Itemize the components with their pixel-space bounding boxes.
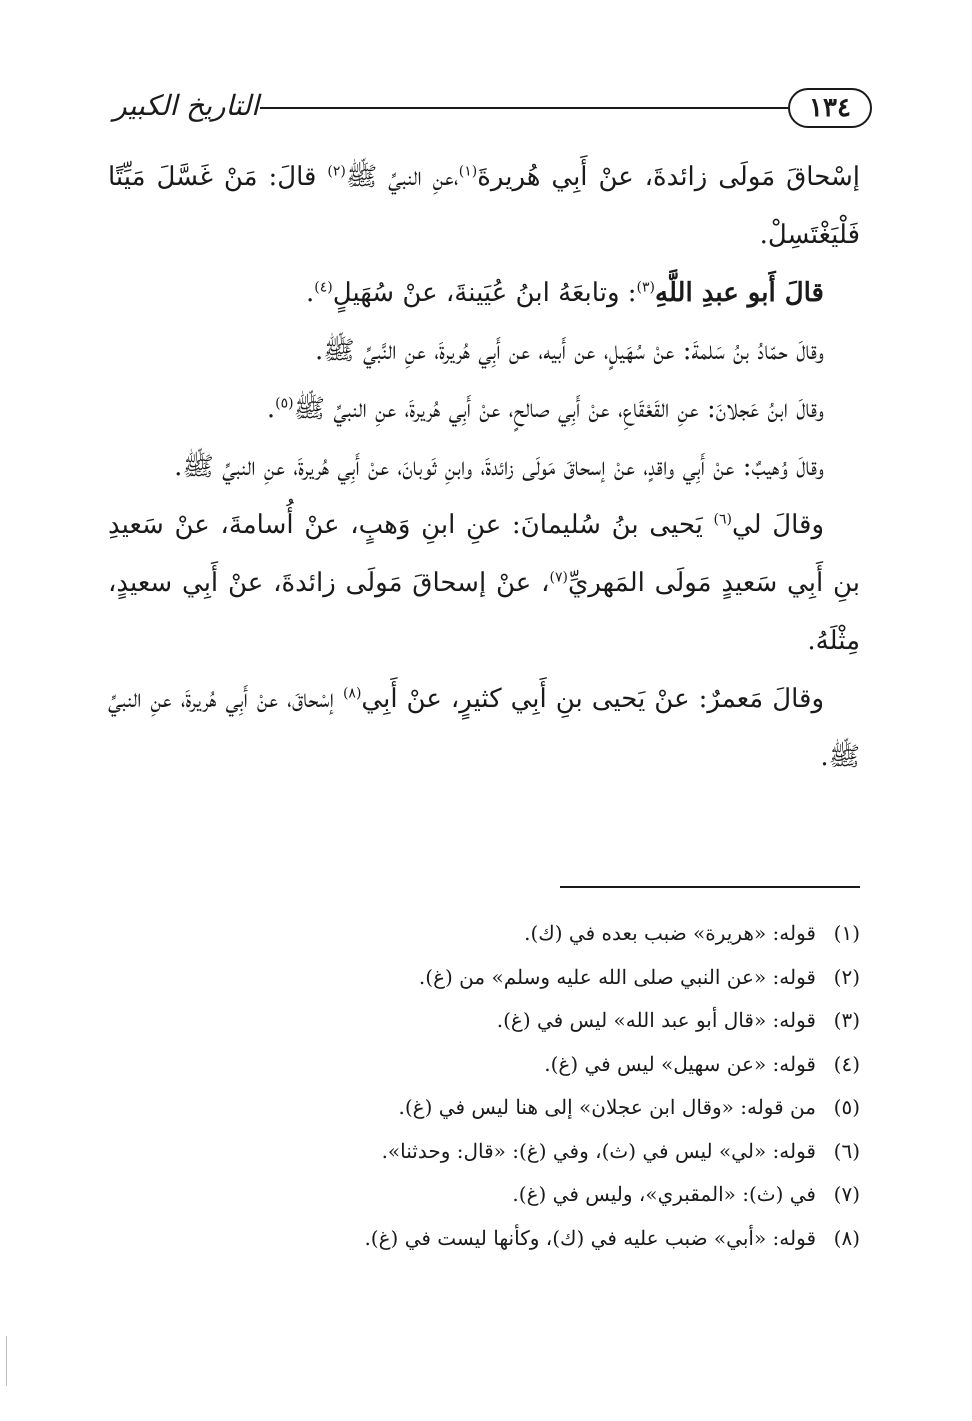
footnote-item bbox=[108, 1173, 860, 1217]
footnote-marker: (٨) bbox=[342, 685, 362, 702]
footnote-marker: (٥) bbox=[275, 395, 294, 412]
footnote-marker: (١) bbox=[458, 163, 478, 180]
footnote-separator bbox=[560, 886, 860, 888]
paragraph-p5 bbox=[108, 438, 860, 496]
footnote-number: (١) bbox=[833, 921, 860, 945]
paragraph-p4 bbox=[108, 380, 860, 438]
text-segment: وقالَ ابنُ عَجلانَ: عنِ القَعْقَاعِ، عنْ أَبِي صالحٍ، عنْ أَبِي هُريرةَ، عنِ النبيِّ ﷺ bbox=[293, 394, 824, 424]
main-text bbox=[108, 148, 860, 786]
text-segment: قالَ: مَنْ غَسَّلَ مَيِّتًا فَلْيَغْتَسِلْ. bbox=[108, 162, 860, 250]
footnote-text: في (ث): «المقبري»، وليس في (غ). bbox=[512, 1182, 816, 1206]
header-rule bbox=[260, 107, 788, 109]
text-segment: إسْحاقَ، عنْ أَبِي هُريرةَ، عنِ النبيِّ ﷺ. bbox=[108, 684, 860, 772]
text-segment: إسْحاقَ مَولَى زائدةَ، عنْ أَبِي هُريرةَ bbox=[477, 162, 860, 192]
footnote-item bbox=[108, 912, 860, 956]
text-segment: وقالَ حمّادُ بنُ سَلمةَ: عنْ سُهَيلٍ، عن أَبيه، عن أَبِي هُريرةَ، عنِ النَّبيِّ ﷺ. bbox=[315, 336, 824, 366]
text-segment: ، عنْ إسحاقَ مَولَى زائدةَ، عنْ أَبِي سعيدٍ، مِثْلَهُ. bbox=[108, 568, 860, 656]
footnote-text: قوله: «عن النبي صلى الله عليه وسلم» من (غ). bbox=[418, 964, 816, 989]
footnote-number: (٢) bbox=[833, 964, 860, 989]
text-segment: وقالَ مَعمرٌ: عنْ يَحيى بنِ أَبِي كثيرٍ، عنْ أَبِي bbox=[361, 684, 825, 714]
page-number: ١٣٤ bbox=[788, 88, 872, 128]
text-segment: : وتابعَهُ ابنُ عُيَينةَ، عنْ سُهَيلٍ bbox=[332, 278, 637, 308]
footnote-item bbox=[108, 1043, 860, 1087]
text-segment: يَحيى بنُ سُليمانَ: عنِ ابنِ وَهبٍ، عنْ أُسامةَ، عنْ سَعيدِ بنِ أَبِي سَعيدٍ مَولَى المَهريِّ bbox=[108, 510, 860, 598]
footnote-item bbox=[108, 999, 860, 1043]
paragraph-p2 bbox=[108, 264, 860, 322]
footnote-text: قوله: «قال أبو عبد الله» ليس في (غ). bbox=[496, 1008, 816, 1032]
footnote-text: قوله: «لي» ليس في (ث)، وفي (غ): «قال: وحدثنا». bbox=[381, 1138, 816, 1163]
footnote-number: (٣) bbox=[833, 1008, 860, 1032]
running-header bbox=[112, 88, 872, 132]
footnote-marker: (٦) bbox=[713, 511, 732, 528]
footnote-item bbox=[108, 1086, 860, 1130]
footnote-number: (٧) bbox=[833, 1182, 860, 1206]
footnote-item bbox=[108, 956, 860, 1000]
paragraph-p7 bbox=[108, 670, 860, 786]
footnote-text: قوله: «أبي» ضبب عليه في (ك)، وكأنها ليست في (غ). bbox=[364, 1225, 816, 1250]
footnote-marker: (٧) bbox=[549, 569, 568, 586]
text-segment: ،عنِ النبيِّ ﷺ bbox=[345, 162, 459, 192]
speaker-label: قالَ أَبو عبدِ اللَّهِ bbox=[655, 278, 824, 308]
footnote-number: (٤) bbox=[833, 1051, 860, 1076]
footnote-item bbox=[108, 1130, 860, 1174]
text-segment: . bbox=[306, 278, 315, 308]
text-segment: وقالَ لي bbox=[731, 510, 825, 540]
footnote-number: (٦) bbox=[833, 1138, 860, 1163]
scan-margin-line bbox=[6, 1336, 7, 1386]
footnote-number: (٨) bbox=[833, 1225, 860, 1250]
footnote-text: من قوله: «وقال ابن عجلان» إلى هنا ليس في (غ). bbox=[398, 1095, 816, 1119]
text-segment: وقالَ وُهيبٌ: عنْ أَبِي واقدٍ، عنْ إسحاقَ مَولَى زائدةَ، وابنِ ثَوبانَ، عنْ أَبِي هُريرةَ، عنِ النبيِّ ﷺ. bbox=[174, 452, 824, 482]
footnote-text: قوله: «عن سهيل» ليس في (غ). bbox=[544, 1051, 816, 1076]
paragraph-p6 bbox=[108, 496, 860, 670]
book-title: التاريخ الكبير bbox=[113, 89, 259, 122]
footnote-marker: (٢) bbox=[327, 163, 346, 180]
footnote-text: قوله: «هريرة» ضبب بعده في (ك). bbox=[524, 921, 816, 945]
footnote-number: (٥) bbox=[833, 1095, 860, 1119]
footnote-marker: (٤) bbox=[314, 279, 333, 296]
footnote-marker: (٣) bbox=[636, 279, 655, 296]
text-segment: . bbox=[266, 394, 276, 424]
footnote-item bbox=[108, 1217, 860, 1261]
paragraph-p1 bbox=[108, 148, 860, 264]
footnotes bbox=[108, 912, 860, 1260]
paragraph-p3 bbox=[108, 322, 860, 380]
